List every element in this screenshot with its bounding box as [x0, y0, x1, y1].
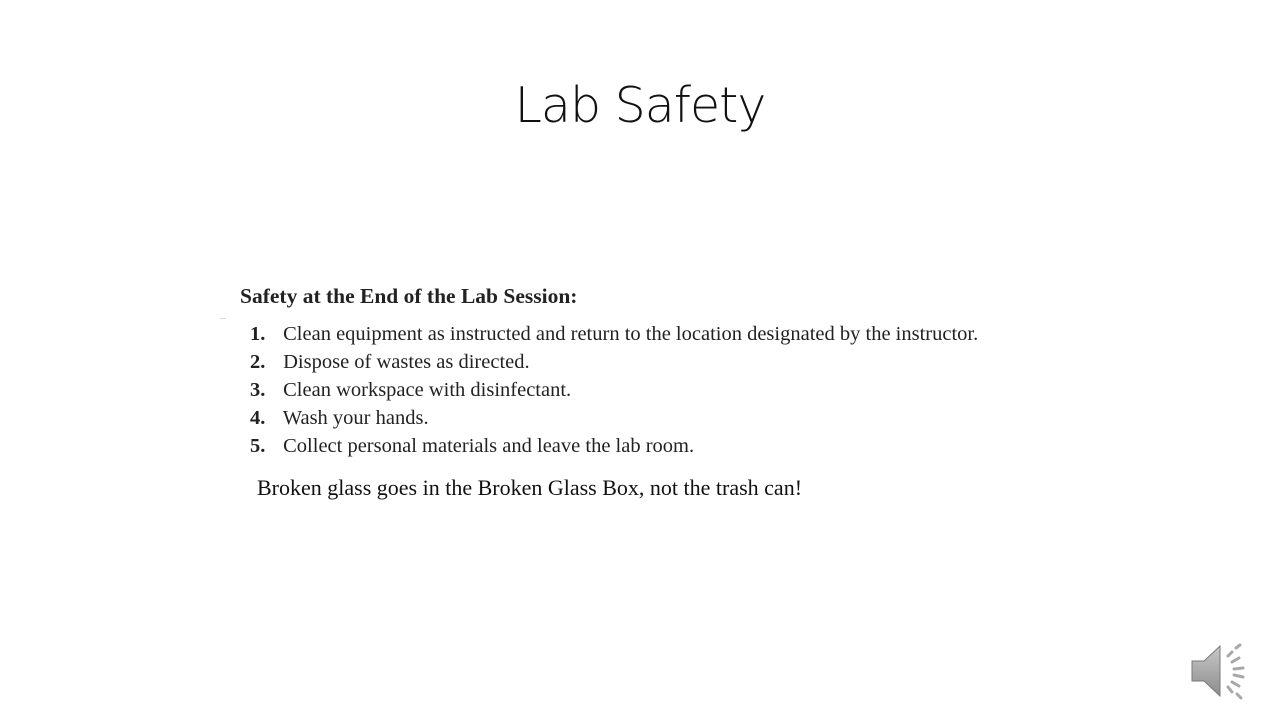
- step-number: 1.: [250, 323, 266, 345]
- step-text: Collect personal materials and leave the lab room.: [283, 435, 695, 457]
- step-text: Wash your hands.: [282, 407, 429, 429]
- step-number: 3.: [250, 379, 266, 401]
- slide-title: Lab Safety: [514, 77, 766, 134]
- list-item: [250, 404, 978, 432]
- section-heading: Safety at the End of the Lab Session:: [240, 284, 578, 308]
- step-text: Dispose of wastes as directed.: [283, 351, 530, 373]
- step-text: Clean equipment as instructed and return to the location designated by the instructor.: [283, 323, 979, 345]
- scan-mark: [220, 318, 226, 319]
- list-item: [250, 432, 978, 460]
- steps-list: [250, 320, 978, 460]
- step-number: 4.: [250, 407, 266, 429]
- list-item: [250, 320, 978, 348]
- speaker-icon-graphic: [1190, 640, 1256, 702]
- list-item: [250, 376, 978, 404]
- step-number: 5.: [250, 435, 266, 457]
- speaker-icon[interactable]: [1190, 640, 1256, 702]
- content-image: [220, 278, 1120, 518]
- broken-glass-note: Broken glass goes in the Broken Glass Box, not the trash can!: [257, 475, 803, 500]
- step-number: 2.: [250, 351, 266, 373]
- step-text: Clean workspace with disinfectant.: [283, 379, 572, 401]
- list-item: [250, 348, 978, 376]
